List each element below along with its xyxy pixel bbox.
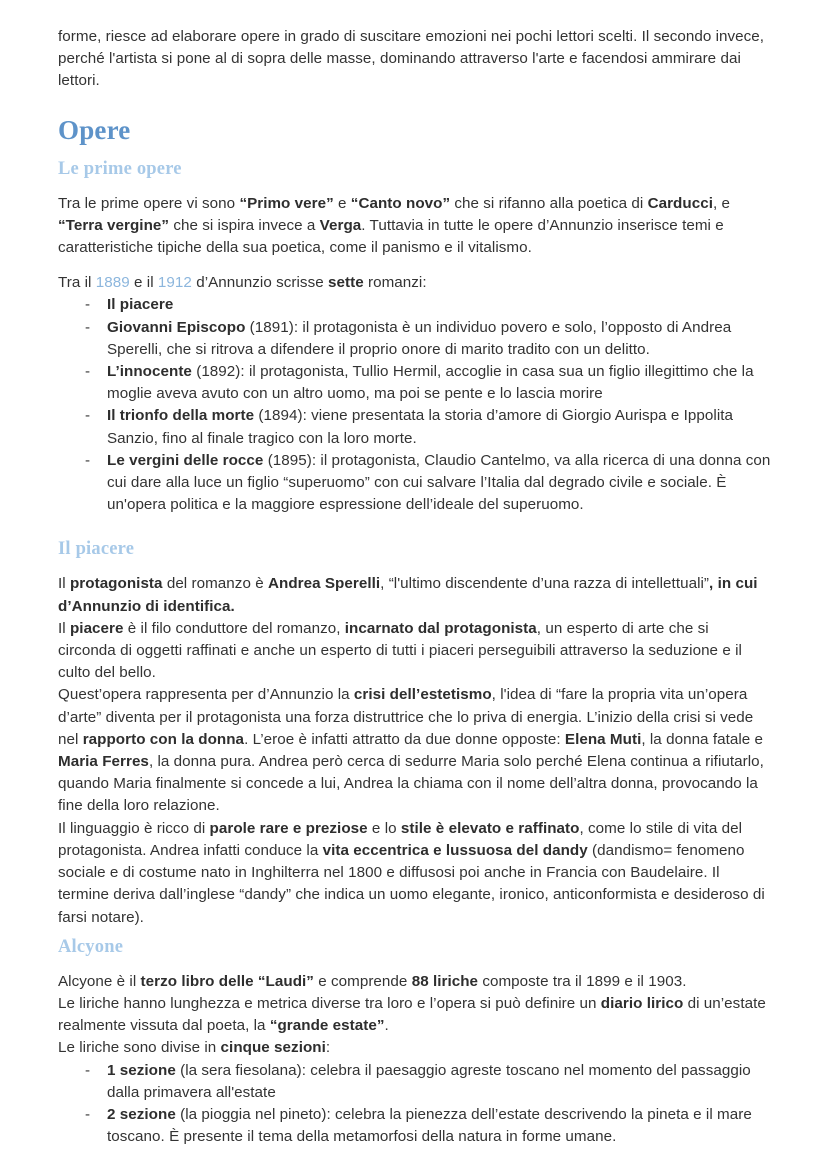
- list-item: [58, 450, 784, 517]
- spacer: [58, 259, 784, 272]
- text-run: , la donna fatale e: [641, 730, 764, 748]
- text-bold: Il piacere: [107, 296, 174, 314]
- text-run: (1892): il protagonista, Tullio Hermil, accoglie in casa sua un figlio illegittimo che la moglie aveva avuto con un altro uomo, ma poi se pente e lo lascia morire: [107, 363, 754, 403]
- dash-bullet-icon: -: [85, 407, 91, 425]
- text-bold: 88 liriche: [411, 972, 479, 990]
- text-run: d’Annunzio scrisse: [191, 274, 328, 292]
- spacer: [58, 929, 784, 936]
- text-run: Quest’opera rappresenta per d’Annunzio la: [58, 686, 354, 704]
- text-run: Tra il: [58, 274, 96, 292]
- sezioni-list: [58, 1060, 784, 1149]
- text-run: , come lo stile di vita del protagonista. Andrea infatti conduce la: [58, 819, 743, 859]
- text-run: , la donna pura. Andrea però cerca di sedurre Maria solo perché Elena continua a rifiutarlo, quando Maria finalmente si concede a lui, Andrea la chiama con il nome dell’altra donna, provocando la fine della loro relazione.: [58, 753, 764, 815]
- alcyone-paragraph-2: [58, 993, 770, 1037]
- romanzi-list: [58, 294, 784, 516]
- text-run: . Tuttavia in tutte le opere d’Annunzio inserisce temi e caratteristiche tipiche della sua poetica, come il panismo e il vitalismo.: [58, 216, 724, 257]
- text-bold: diario lirico: [600, 994, 684, 1012]
- text-bold: vita eccentrica e lussuosa del dandy: [322, 841, 588, 859]
- alcyone-paragraph-1: [58, 971, 770, 993]
- text-bold: Il trionfo della morte: [107, 407, 255, 425]
- text-run: è il filo conduttore del romanzo,: [123, 619, 345, 637]
- text-bold: protagonista: [69, 575, 163, 593]
- text-run: Le liriche sono divise in: [58, 1039, 221, 1057]
- text-bold: Carducci: [647, 194, 713, 212]
- text-bold: 2 sezione: [107, 1105, 176, 1123]
- text-run: :: [325, 1039, 331, 1057]
- intro-paragraph: forme, riesce ad elaborare opere in grado di suscitare emozioni nei pochi lettori scelti. Il secondo invece, perché l'artista si pone al di sopra delle masse, dominando attraverso l'arte e facendosi ammirare dai lettori.: [58, 28, 765, 90]
- prime-opere-paragraph-2: [58, 272, 770, 294]
- text-bold: rapporto con la donna: [82, 730, 245, 748]
- text-bold: “Primo vere”: [239, 194, 334, 212]
- prime-opere-paragraph-1: [58, 193, 770, 260]
- text-run: , “l'ultimo discendente d’una razza di intellettuali”: [380, 575, 710, 593]
- spacer: [58, 958, 784, 971]
- text-run: Tra le prime opere vi sono: [58, 194, 240, 212]
- il-piacere-paragraph-2: [58, 618, 770, 685]
- year-1912: 1912: [157, 274, 192, 292]
- text-bold: Maria Ferres: [58, 753, 149, 771]
- text-bold: terzo libro delle “Laudi”: [140, 972, 314, 990]
- dash-bullet-icon: -: [85, 1105, 91, 1123]
- text-bold: stile è elevato e raffinato: [400, 819, 580, 837]
- il-piacere-paragraph-4: [58, 818, 770, 929]
- dash-bullet-icon: -: [85, 296, 91, 314]
- text-run: . L’eroe è infatti attratto da due donne opposte:: [244, 730, 565, 748]
- text-run: (1894): viene presentata la storia d’amore di Giorgio Aurispa e Ippolita Sanzio, fino al finale tragico con la loro morte.: [107, 407, 734, 447]
- text-run: Alcyone è il: [58, 972, 141, 990]
- list-item: [58, 361, 784, 405]
- dash-bullet-icon: -: [85, 363, 91, 381]
- text-bold: “grande estate”: [269, 1017, 385, 1035]
- il-piacere-paragraph-3: [58, 684, 770, 817]
- text-bold: 1 sezione: [107, 1061, 176, 1079]
- text-bold: parole rare e preziose: [209, 819, 368, 837]
- list-item: [58, 294, 784, 316]
- text-run: di un’estate realmente vissuta dal poeta, la: [58, 994, 766, 1035]
- spacer: [58, 93, 784, 115]
- text-run: del romanzo è: [162, 575, 268, 593]
- text-bold: Elena Muti: [564, 730, 642, 748]
- text-run: (la sera fiesolana): celebra il paesaggio agreste toscano nel momento del passaggio dalla primavera all'estate: [107, 1061, 751, 1101]
- dash-bullet-icon: -: [85, 1061, 91, 1079]
- text-run: , l'idea di “fare la propria vita un’opera d’arte” diventa per il protagonista una forza distruttrice che lo priva di energia. L’inizio della crisi si vede nel: [58, 686, 754, 748]
- text-run: (dandismo= fenomeno sociale e di costume nato in Inghilterra nel 1800 e diffusosi poi anche in Francia con Baudelaire. Il termine deriva dall’inglese “dandy” che indica un uomo elegante, ironico, anticonformista e desideroso di farsi notare).: [58, 841, 765, 926]
- text-bold: L’innocente: [107, 363, 192, 381]
- subsection-heading-il-piacere: Il piacere: [58, 539, 135, 560]
- dash-bullet-icon: -: [85, 318, 91, 336]
- text-bold: piacere: [69, 619, 124, 637]
- text-run: e: [333, 194, 351, 212]
- text-bold: incarnato dal protagonista: [344, 619, 537, 637]
- dash-bullet-icon: -: [85, 451, 91, 469]
- text-run: Il linguaggio è ricco di: [58, 819, 210, 837]
- text-bold: “Terra vergine”: [58, 216, 170, 234]
- section-heading-opere: Opere: [58, 114, 131, 145]
- spacer: [58, 516, 784, 538]
- text-run: composte tra il 1899 e il 1903.: [478, 972, 687, 990]
- text-bold: , in cui d’Annunzio di identifica.: [58, 575, 758, 615]
- subsection-heading-alcyone: Alcyone: [58, 936, 124, 957]
- text-run: , e: [712, 194, 731, 212]
- text-run: e il: [129, 274, 158, 292]
- subsection-heading-le-prime-opere: Le prime opere: [58, 158, 182, 179]
- text-run: che si ispira invece a: [169, 216, 320, 234]
- text-run: Il: [58, 575, 70, 593]
- text-bold: sette: [328, 274, 364, 292]
- spacer: [58, 560, 784, 573]
- text-run: , un esperto di arte che si circonda di oggetti raffinati e anche un esperto di tutti i piaceri perseguibili attraverso la seduzione e il culto del bello.: [58, 619, 742, 682]
- text-run: (la pioggia nel pineto): celebra la pienezza dell’estate descrivendo la pineta e il mare toscano. È presente il tema della metamorfosi della natura in forme umane.: [107, 1105, 752, 1146]
- list-item: [58, 1060, 784, 1104]
- text-run: Il: [58, 619, 70, 637]
- text-run: e lo: [367, 819, 401, 837]
- il-piacere-paragraph-1: [58, 573, 770, 617]
- spacer: [58, 180, 784, 193]
- year-1889: 1889: [95, 274, 130, 292]
- text-run: Le liriche hanno lunghezza e metrica diverse tra loro e l’opera si può definire un: [58, 994, 601, 1012]
- list-item: [58, 317, 784, 361]
- text-run: .: [384, 1017, 389, 1035]
- text-run: (1895): il protagonista, Claudio Cantelmo, va alla ricerca di una donna con cui dare alla luce un figlio “superuomo” con cui salvare l’Italia dal degrado civile e sociale. È un'opera politica e la maggiore espressione dell’ideale del superuomo.: [107, 451, 771, 514]
- text-bold: Le vergini delle rocce: [107, 451, 264, 469]
- text-run: e comprende: [313, 972, 412, 990]
- text-run: che si rifanno alla poetica di: [450, 194, 648, 212]
- text-bold: Giovanni Episcopo: [107, 318, 246, 336]
- alcyone-paragraph-3: [58, 1037, 770, 1059]
- spacer: [58, 145, 784, 158]
- text-bold: crisi dell’estetismo: [353, 686, 492, 704]
- text-bold: “Canto novo”: [350, 194, 451, 212]
- list-item: [58, 1104, 784, 1148]
- text-run: romanzi:: [363, 274, 427, 292]
- text-bold: Verga: [319, 216, 362, 234]
- text-bold: Andrea Sperelli: [267, 575, 381, 593]
- list-item: [58, 405, 784, 449]
- text-bold: cinque sezioni: [220, 1039, 326, 1057]
- text-run: (1891): il protagonista è un individuo povero e solo, l’opposto di Andrea Sperelli, che si ritrova a difendere il proprio onore di marito tradito con un delitto.: [107, 318, 732, 358]
